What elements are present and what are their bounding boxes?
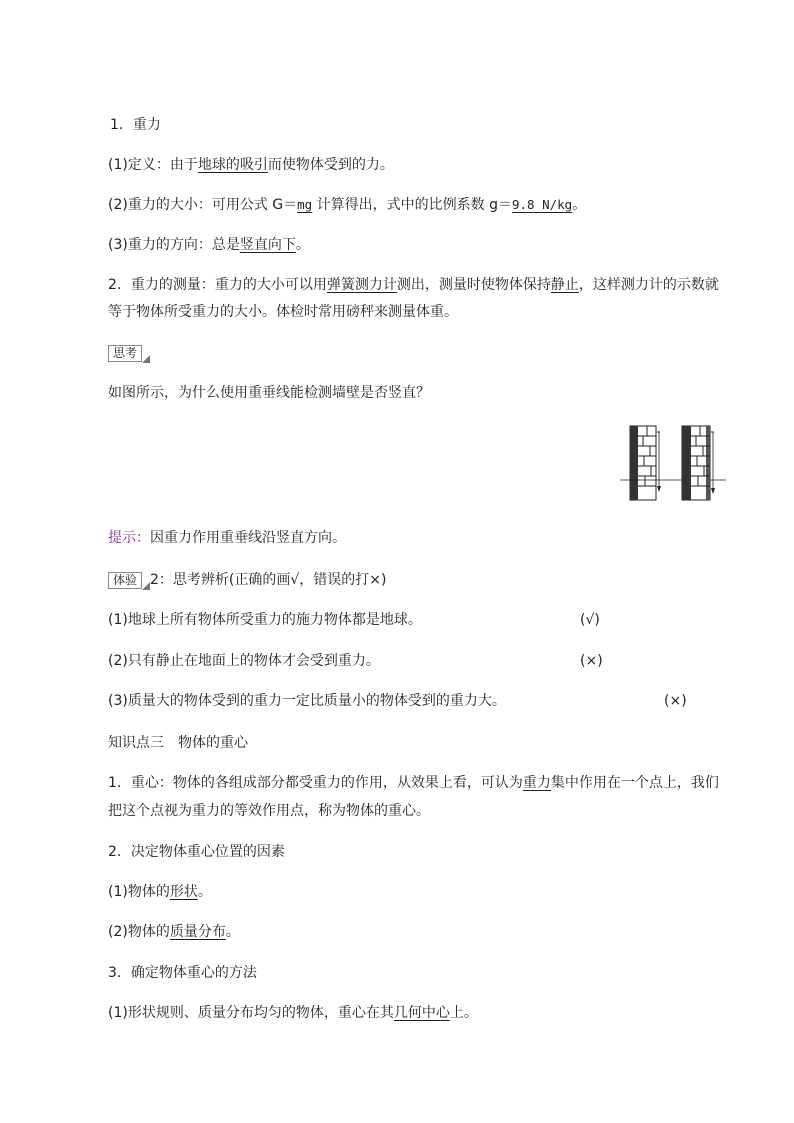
think-tag: 思考 <box>108 345 142 362</box>
tag-corner-icon <box>142 355 150 363</box>
measurement-pre: 2．重力的测量：重力的大小可以用 <box>108 277 327 293</box>
practice-item-1: (1)地球上所有物体所受重力的施力物体都是地球。 <box>108 612 422 628</box>
direction-post: 。 <box>295 237 310 253</box>
direction-answer: 竖直向下 <box>239 237 296 253</box>
method-1-post: 上。 <box>449 1005 478 1021</box>
factor-mass <box>108 922 240 942</box>
definition-answer: 地球的吸引 <box>197 157 268 173</box>
definition-post: 而使物体受到的力。 <box>267 157 394 173</box>
think-hint <box>108 528 346 548</box>
think-question: 如图所示，为什么使用重垂线能检测墙壁是否竖直？ <box>108 385 430 401</box>
practice-title: 2：思考辨析(正确的画√，错误的打×) <box>150 572 387 588</box>
plumb-line-wall-figure <box>618 422 728 504</box>
hint-label: 提示： <box>108 530 150 546</box>
magnitude-mid: 计算得出，式中的比例系数 g＝ <box>312 197 512 213</box>
definition-pre: (1)定义：由于 <box>108 157 198 173</box>
think-label <box>108 343 150 363</box>
factor-2-post: 。 <box>225 924 240 940</box>
center-def-post: 集中作用在一个点上，我们 <box>550 775 719 791</box>
factor-2-answer: 质量分布 <box>169 924 226 940</box>
center-def-answer: 重力 <box>522 775 551 791</box>
practice-tag: 体验 <box>108 572 142 589</box>
measurement-paragraph <box>108 275 719 295</box>
section-heading-gravity: 1．重力 <box>110 117 161 133</box>
practice-item-2: (2)只有静止在地面上的物体才会受到重力。 <box>108 653 380 669</box>
method-regular <box>108 1003 478 1023</box>
measurement-line-2: 等于物体所受重力的大小。体检时常用磅秤来测量体重。 <box>108 304 458 320</box>
magnitude-formula: mg <box>297 197 313 212</box>
factor-1-answer: 形状 <box>169 884 198 900</box>
center-definition <box>108 773 719 793</box>
measurement-mid: 测出，测量时使物体保持 <box>396 277 551 293</box>
practice-item-3: (3)质量大的物体受到的重力一定比质量小的物体受到的重力大。 <box>108 693 506 709</box>
gravity-magnitude <box>108 195 586 215</box>
magnitude-g-value: 9.8 N/kg <box>512 197 573 212</box>
factor-1-pre: (1)物体的 <box>108 884 170 900</box>
method-1-answer: 几何中心 <box>393 1005 450 1021</box>
section-heading-center: 知识点三 物体的重心 <box>108 735 248 751</box>
gravity-definition <box>108 155 394 175</box>
center-definition-line-2: 把这个点视为重力的等效作用点，称为物体的重心。 <box>108 803 430 819</box>
wall-right-icon <box>682 426 715 500</box>
tag-corner-icon <box>142 582 150 590</box>
center-def-pre: 1．重心：物体的各组成部分都受重力的作用，从效果上看，可认为 <box>108 775 523 791</box>
wall-left-icon <box>630 426 661 500</box>
measurement-answer-2: 静止 <box>550 277 579 293</box>
factor-2-pre: (2)物体的 <box>108 924 170 940</box>
gravity-direction <box>108 235 310 255</box>
measurement-answer-1: 弹簧测力计 <box>326 277 397 293</box>
practice-item-1-mark: (√) <box>580 612 600 628</box>
factors-heading: 2．决定物体重心位置的因素 <box>108 844 285 860</box>
magnitude-post: 。 <box>572 197 587 213</box>
direction-pre: (3)重力的方向：总是 <box>108 237 240 253</box>
method-1-pre: (1)形状规则、质量分布均匀的物体，重心在其 <box>108 1005 394 1021</box>
practice-item-2-mark: (×) <box>580 653 603 669</box>
hint-text: 因重力作用重垂线沿竖直方向。 <box>150 530 346 546</box>
magnitude-pre: (2)重力的大小：可用公式 G＝ <box>108 197 298 213</box>
factor-1-post: 。 <box>197 884 212 900</box>
practice-heading <box>108 570 387 590</box>
practice-item-3-mark: (×) <box>664 693 687 709</box>
factor-shape <box>108 882 212 902</box>
method-heading: 3．确定物体重心的方法 <box>108 965 257 981</box>
measurement-post: ，这样测力计的示数就 <box>578 277 719 293</box>
